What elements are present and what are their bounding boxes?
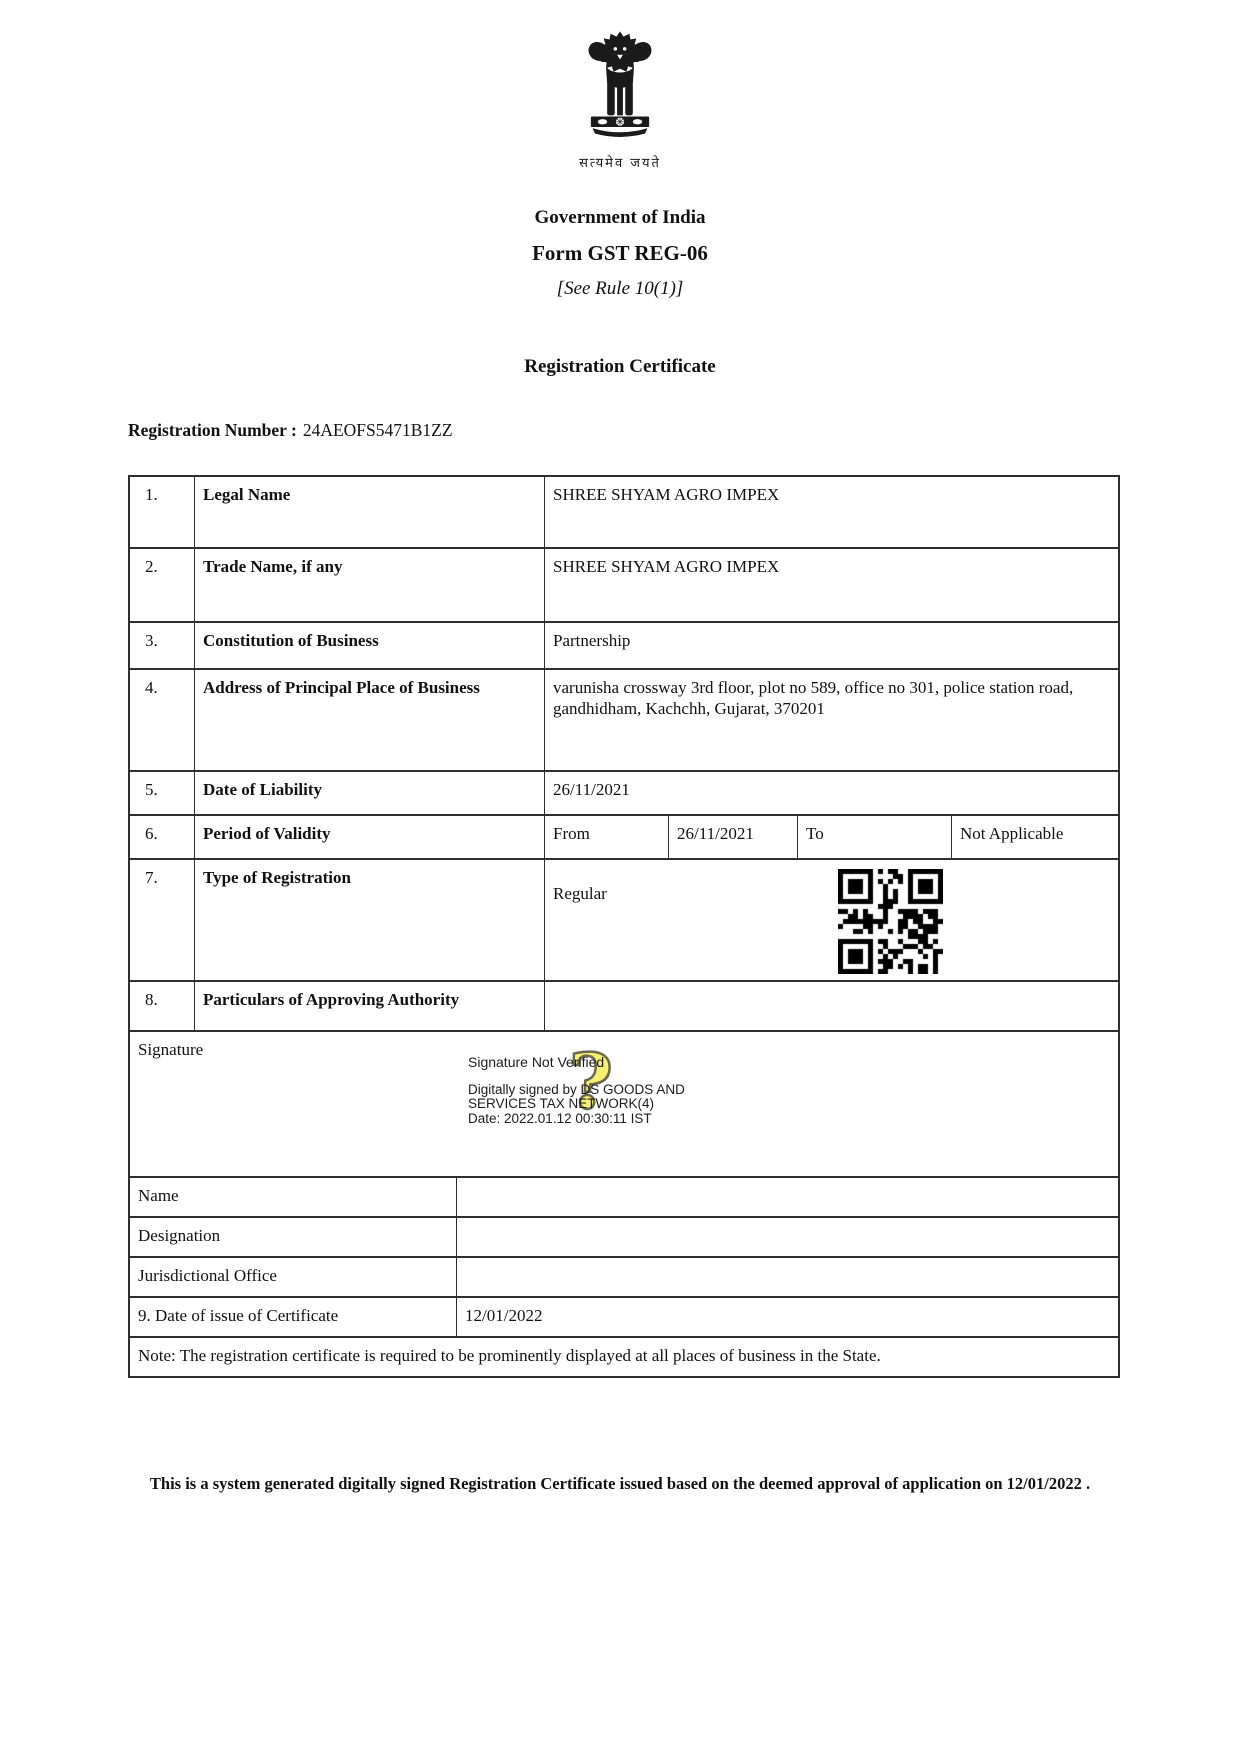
signature-label: Signature bbox=[138, 1040, 204, 1059]
row-period-of-validity bbox=[130, 814, 1118, 858]
label-cell: 9. Date of issue of Certificate bbox=[138, 1306, 339, 1325]
row-designation bbox=[130, 1216, 1118, 1256]
row-constitution bbox=[130, 621, 1118, 668]
registration-number-value: 24AEOFS5471B1ZZ bbox=[302, 420, 453, 440]
label-cell: Trade Name, if any bbox=[194, 549, 544, 621]
value-cell: 26/11/2021 bbox=[544, 772, 1118, 814]
label-cell: Period of Validity bbox=[194, 816, 544, 858]
row-trade-name bbox=[130, 547, 1118, 621]
label-cell: Jurisdictional Office bbox=[138, 1266, 277, 1285]
label-cell: Particulars of Approving Authority bbox=[194, 982, 544, 1030]
value-cell bbox=[544, 860, 1118, 980]
certificate-table bbox=[128, 475, 1120, 1378]
label-cell: Name bbox=[138, 1186, 179, 1205]
footer-statement: This is a system generated digitally signed Registration Certificate issued based on the deemed approval of application on 12/01/2022 . bbox=[149, 1474, 1091, 1493]
value-cell bbox=[456, 1218, 1118, 1256]
period-to-value-cell: Not Applicable bbox=[951, 816, 1118, 858]
digital-signature-line3: Date: 2022.01.12 00:30:11 IST bbox=[468, 1111, 652, 1127]
note-text: Note: The registration certificate is required to be prominently displayed at all places of business in the State. bbox=[138, 1346, 881, 1365]
label-cell: Address of Principal Place of Business bbox=[194, 670, 544, 770]
signature-not-verified-text: Signature Not Verified bbox=[468, 1054, 605, 1070]
value-cell bbox=[456, 1258, 1118, 1296]
period-from-label-cell: From bbox=[544, 816, 668, 858]
label-cell: Type of Registration bbox=[194, 860, 544, 980]
serial-cell: 6. bbox=[145, 824, 158, 843]
registration-number-line bbox=[128, 420, 1240, 441]
row-legal-name bbox=[130, 477, 1118, 547]
national-emblem-icon bbox=[585, 30, 655, 150]
row-address bbox=[130, 668, 1118, 770]
serial-cell: 3. bbox=[145, 631, 158, 650]
row-type-of-registration bbox=[130, 858, 1118, 980]
serial-cell: 4. bbox=[145, 678, 158, 697]
serial-cell: 7. bbox=[145, 868, 158, 887]
qr-code bbox=[838, 869, 943, 974]
digital-signature-block bbox=[468, 1036, 788, 1127]
row-date-of-liability bbox=[130, 770, 1118, 814]
value-cell: varunisha crossway 3rd floor, plot no 589, office no 301, police station road, gandhidham, Kachchh, Gujarat, 370201 bbox=[544, 670, 1118, 770]
serial-cell: 5. bbox=[145, 780, 158, 799]
label-cell: Legal Name bbox=[194, 477, 544, 547]
value-cell: SHREE SHYAM AGRO IMPEX bbox=[544, 477, 1118, 547]
row-name bbox=[130, 1176, 1118, 1216]
value-cell: Partnership bbox=[544, 623, 1118, 668]
note-row bbox=[130, 1336, 1118, 1376]
registration-type-value: Regular bbox=[553, 884, 607, 903]
serial-cell: 2. bbox=[145, 557, 158, 576]
emblem-motto: सत्यमेव जयते bbox=[579, 156, 661, 171]
digital-signature-line1: Digitally signed by DS GOODS AND bbox=[468, 1081, 685, 1097]
value-cell bbox=[544, 982, 1118, 1030]
row-date-of-issue bbox=[130, 1296, 1118, 1336]
signature-question-mark-icon: ? bbox=[566, 1036, 615, 1127]
value-cell: SHREE SHYAM AGRO IMPEX bbox=[544, 549, 1118, 621]
certificate-header bbox=[0, 0, 1240, 378]
row-jurisdictional-office bbox=[130, 1256, 1118, 1296]
registration-number-label: Registration Number : bbox=[128, 420, 297, 440]
government-of-india-heading: Government of India bbox=[534, 207, 706, 228]
row-approving-authority bbox=[130, 980, 1118, 1030]
value-cell bbox=[456, 1178, 1118, 1216]
digital-signature-line2: SERVICES TAX NETWORK(4) bbox=[468, 1096, 655, 1112]
certificate-title: Registration Certificate bbox=[524, 356, 716, 377]
period-to-label-cell: To bbox=[797, 816, 951, 858]
value-cell: 12/01/2022 bbox=[456, 1298, 1118, 1336]
period-from-value-cell: 26/11/2021 bbox=[668, 816, 797, 858]
serial-cell: 8. bbox=[145, 990, 158, 1009]
rule-reference: [See Rule 10(1)] bbox=[556, 278, 684, 299]
signature-cell bbox=[130, 1032, 1118, 1176]
label-cell: Date of Liability bbox=[194, 772, 544, 814]
label-cell: Constitution of Business bbox=[194, 623, 544, 668]
form-title: Form GST REG-06 bbox=[532, 241, 708, 265]
serial-cell: 1. bbox=[145, 485, 158, 504]
signature-row bbox=[130, 1030, 1118, 1176]
label-cell: Designation bbox=[138, 1226, 221, 1245]
